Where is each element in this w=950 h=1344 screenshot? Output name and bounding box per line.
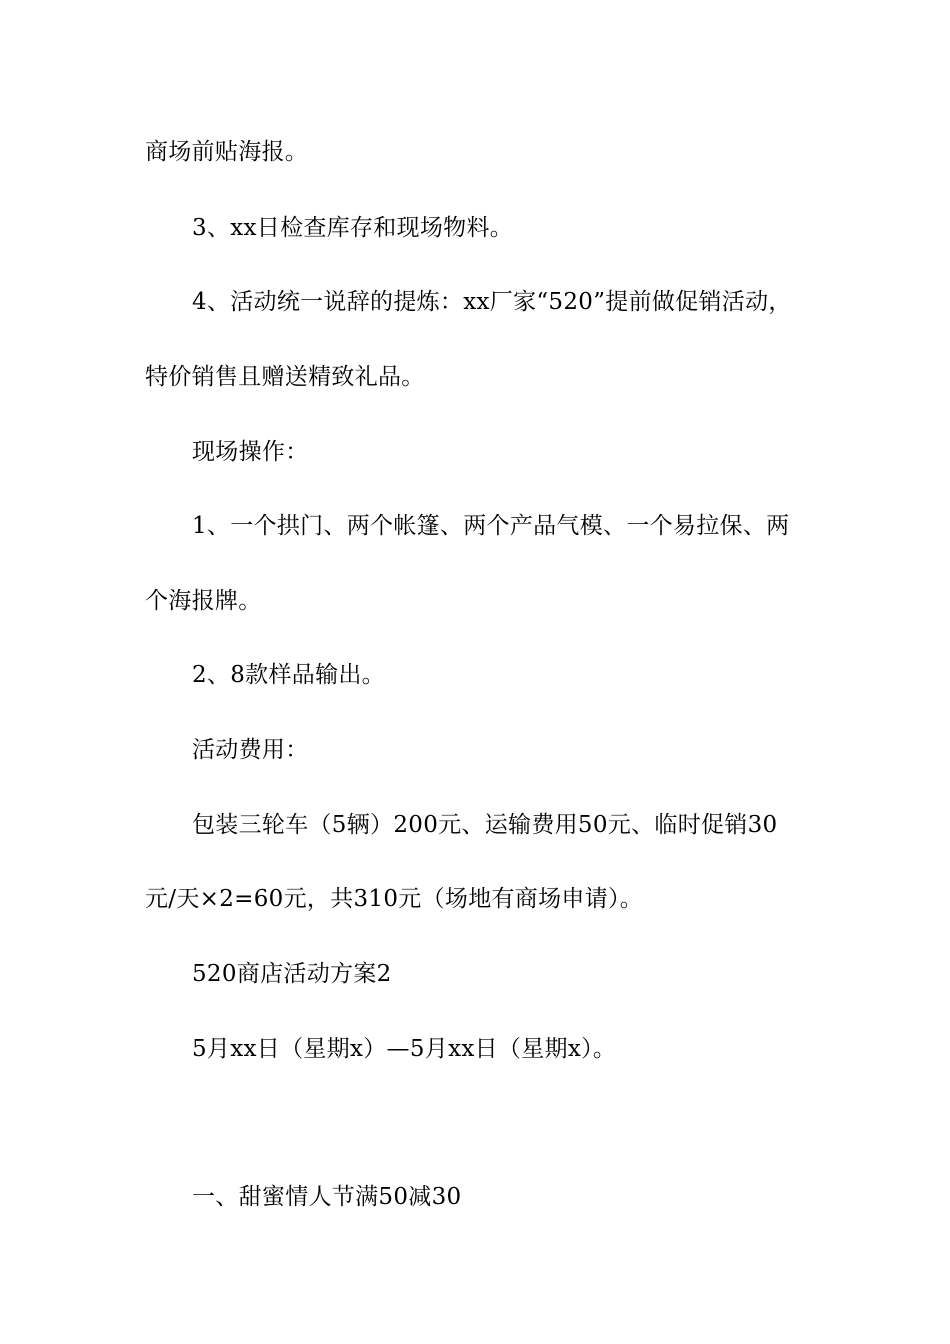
paragraph-line: 包装三轮车（5辆）200元、运输费用50元、临时促销30: [192, 812, 778, 838]
paragraph-line: 3、xx日检查库存和现场物料。: [192, 215, 514, 241]
paragraph-line: 元/天×2=60元，共310元（场地有商场申请）。: [145, 886, 644, 912]
paragraph-line: 4、活动统一说辞的提炼：xx厂家“520”提前做促销活动，: [192, 289, 792, 315]
paragraph-line: 2、8款样品输出。: [192, 662, 385, 688]
paragraph-line: 商场前贴海报。: [145, 139, 309, 165]
paragraph-line: 5月xx日（星期x）—5月xx日（星期x）。: [192, 1036, 617, 1062]
section-title: 520商店活动方案2: [192, 961, 392, 987]
paragraph-line: 个海报牌。: [145, 588, 262, 614]
section-heading: 现场操作：: [192, 439, 309, 465]
paragraph-line: 特价销售且赠送精致礼品。: [145, 364, 425, 390]
section-heading: 一、甜蜜情人节满50减30: [192, 1184, 462, 1210]
section-heading: 活动费用：: [192, 737, 309, 763]
paragraph-line: 1、一个拱门、两个帐篷、两个产品气模、一个易拉保、两: [192, 513, 790, 539]
